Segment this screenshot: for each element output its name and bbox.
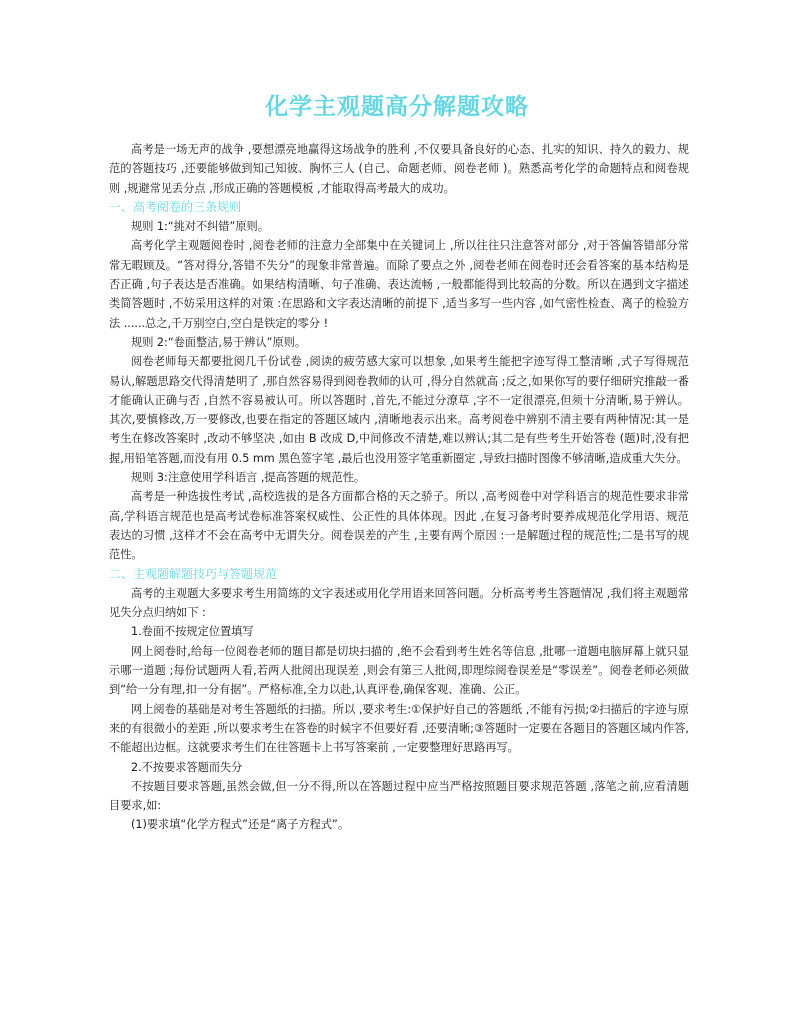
intro-paragraph: 高考是一场无声的战争 ,要想漂亮地赢得这场战争的胜利 ,不仅要具备良好的心态、扎实的知识、持久的毅力、规范的答题技巧 ,还要能够做到知己知彼、胸怀三人 (自己、命题老师、阅卷老师 )。熟悉高考化学的命题特点和阅卷规则 ,规避常见丢分点 ,形成正确的答题模板 ,才能取得高考最大的成功。 [109,143,689,195]
item-2-paragraph-1: 不按题目要求答题,虽然会做,但一分不得,所以在答题过程中应当严格按照题目要求规范答题 ,落笔之前,应看清题目要求,如: [109,779,689,813]
rule-1-text: 高考化学主观题阅卷时 ,阅卷老师的注意力全部集中在关键词上 ,所以往往只注意答对部分 ,对于答偏答错部分常常无暇顾及。“答对得分,答错不失分”的现象非常普遍。而除了要点之外 ,阅卷老师在阅卷时还会看答案的基本结构是否正确 ,句子表达是否准确。如果结构清晰、句子准确、表达流畅 ,一般都能得到比较高的分数。所以在遇到文字描述类简答题时 ,不妨采用这样的对策 :在思路和文字表达清晰的前提下 ,适当多写一些内容 ,如气密性检查、离子的检验方法 ......总之,千万别空白,空白是铁定的零分 ! [109,239,689,330]
rule-2-title: 规则 2:“卷面整洁,易于辨认”原则。 [131,335,307,349]
section-1-heading: 一、高考阅卷的三条规则 [109,199,242,214]
item-1-paragraph-1: 网上阅卷时,给每一位阅卷老师的题目都是切块扫描的 ,绝不会看到考生姓名等信息 ,批哪一道题电脑屏幕上就只显示哪一道题 ;每份试题两人看,若两人批阅出现误差 ,则会有第三人批阅,即理综阅卷误差是“零误差”。阅卷老师必须做到“给一分有理,扣一分有据”。严格标准,全力以赴,认真评卷,确保客观、准确、公正。 [109,644,689,697]
item-2-paragraph-2: (1)要求填“化学方程式”还是“离子方程式”。 [131,818,350,832]
item-1-paragraph-2: 网上阅卷的基础是对考生答题纸的扫描。所以 ,要求考生:①保护好自己的答题纸 ,不能有污损;②扫描后的字迹与原来的有很微小的差距 ,所以要求考生在答卷的时候字不但要好看 ,还要清晰;③答题时一定要在各题目的答题区域内作答,不能超出边框。这就要求考生们在往答题卡上书写答案前 ,一定要整理好思路再写。 [109,702,689,755]
section-2-intro: 高考的主观题大多要求考生用简练的文字表述或用化学用语来回答问题。分析高考考生答题情况 ,我们将主观题常见失分点归纳如下 : [109,586,689,620]
document-title: 化学主观题高分解题攻略 [265,94,529,120]
rule-2-text: 阅卷老师每天都要批阅几千份试卷 ,阅读的疲劳感大家可以想象 ,如果考生能把字迹写得工整清晰 ,式子写得规范易认,解题思路交代得清楚明了 ,那自然容易得到阅卷教师的认可 ,得分自然就高 ;反之,如果你写的要仔细研究推敲一番才能确认正确与否 ,自然不容易被认可。所以答题时 ,首先,不能过分潦草 ,字不一定很漂亮,但须十分清晰,易于辨认。其次,要慎修改,万一要修改,也要在指定的答题区域内 ,清晰地表示出来。高考阅卷中辨别不清主要有两种情况:其一是考生在修改答案时 ,改动不够坚决 ,如由 B 改成 D,中间修改不清楚,难以辨认;其二是有些考生开始答卷 (题)时,没有把握,用铅笔答题,而没有用 0.5 mm 黑色签字笔 ,最后也没用签字笔重新圈定 ,导致扫描时图像不够清晰,造成重大失分。 [109,355,689,465]
document-body [109,140,689,835]
rule-1-title: 规则 1:“挑对不纠错”原则。 [131,220,269,234]
rule-3-title: 规则 3:注意使用学科语言 ,提高答题的规范性。 [131,471,366,485]
item-1-title: 1.卷面不按规定位置填写 [131,625,254,639]
item-2-title: 2.不按要求答题而失分 [131,760,243,774]
rule-3-text: 高考是一种选拔性考试 ,高校选拔的是各方面都合格的天之骄子。所以 ,高考阅卷中对学科语言的规范性要求非常高,学科语言规范也是高考试卷标准答案权威性、公正性的具体体现。因此 ,在复习备考时要养成规范化学用语、规范表达的习惯 ,这样才不会在高考中无谓失分。阅卷误差的产生 ,主要有两个原因 :一是解题过程的规范性;二是书写的规范性。 [109,490,689,562]
section-2-heading: 二、主观题解题技巧与答题规范 [109,566,278,581]
